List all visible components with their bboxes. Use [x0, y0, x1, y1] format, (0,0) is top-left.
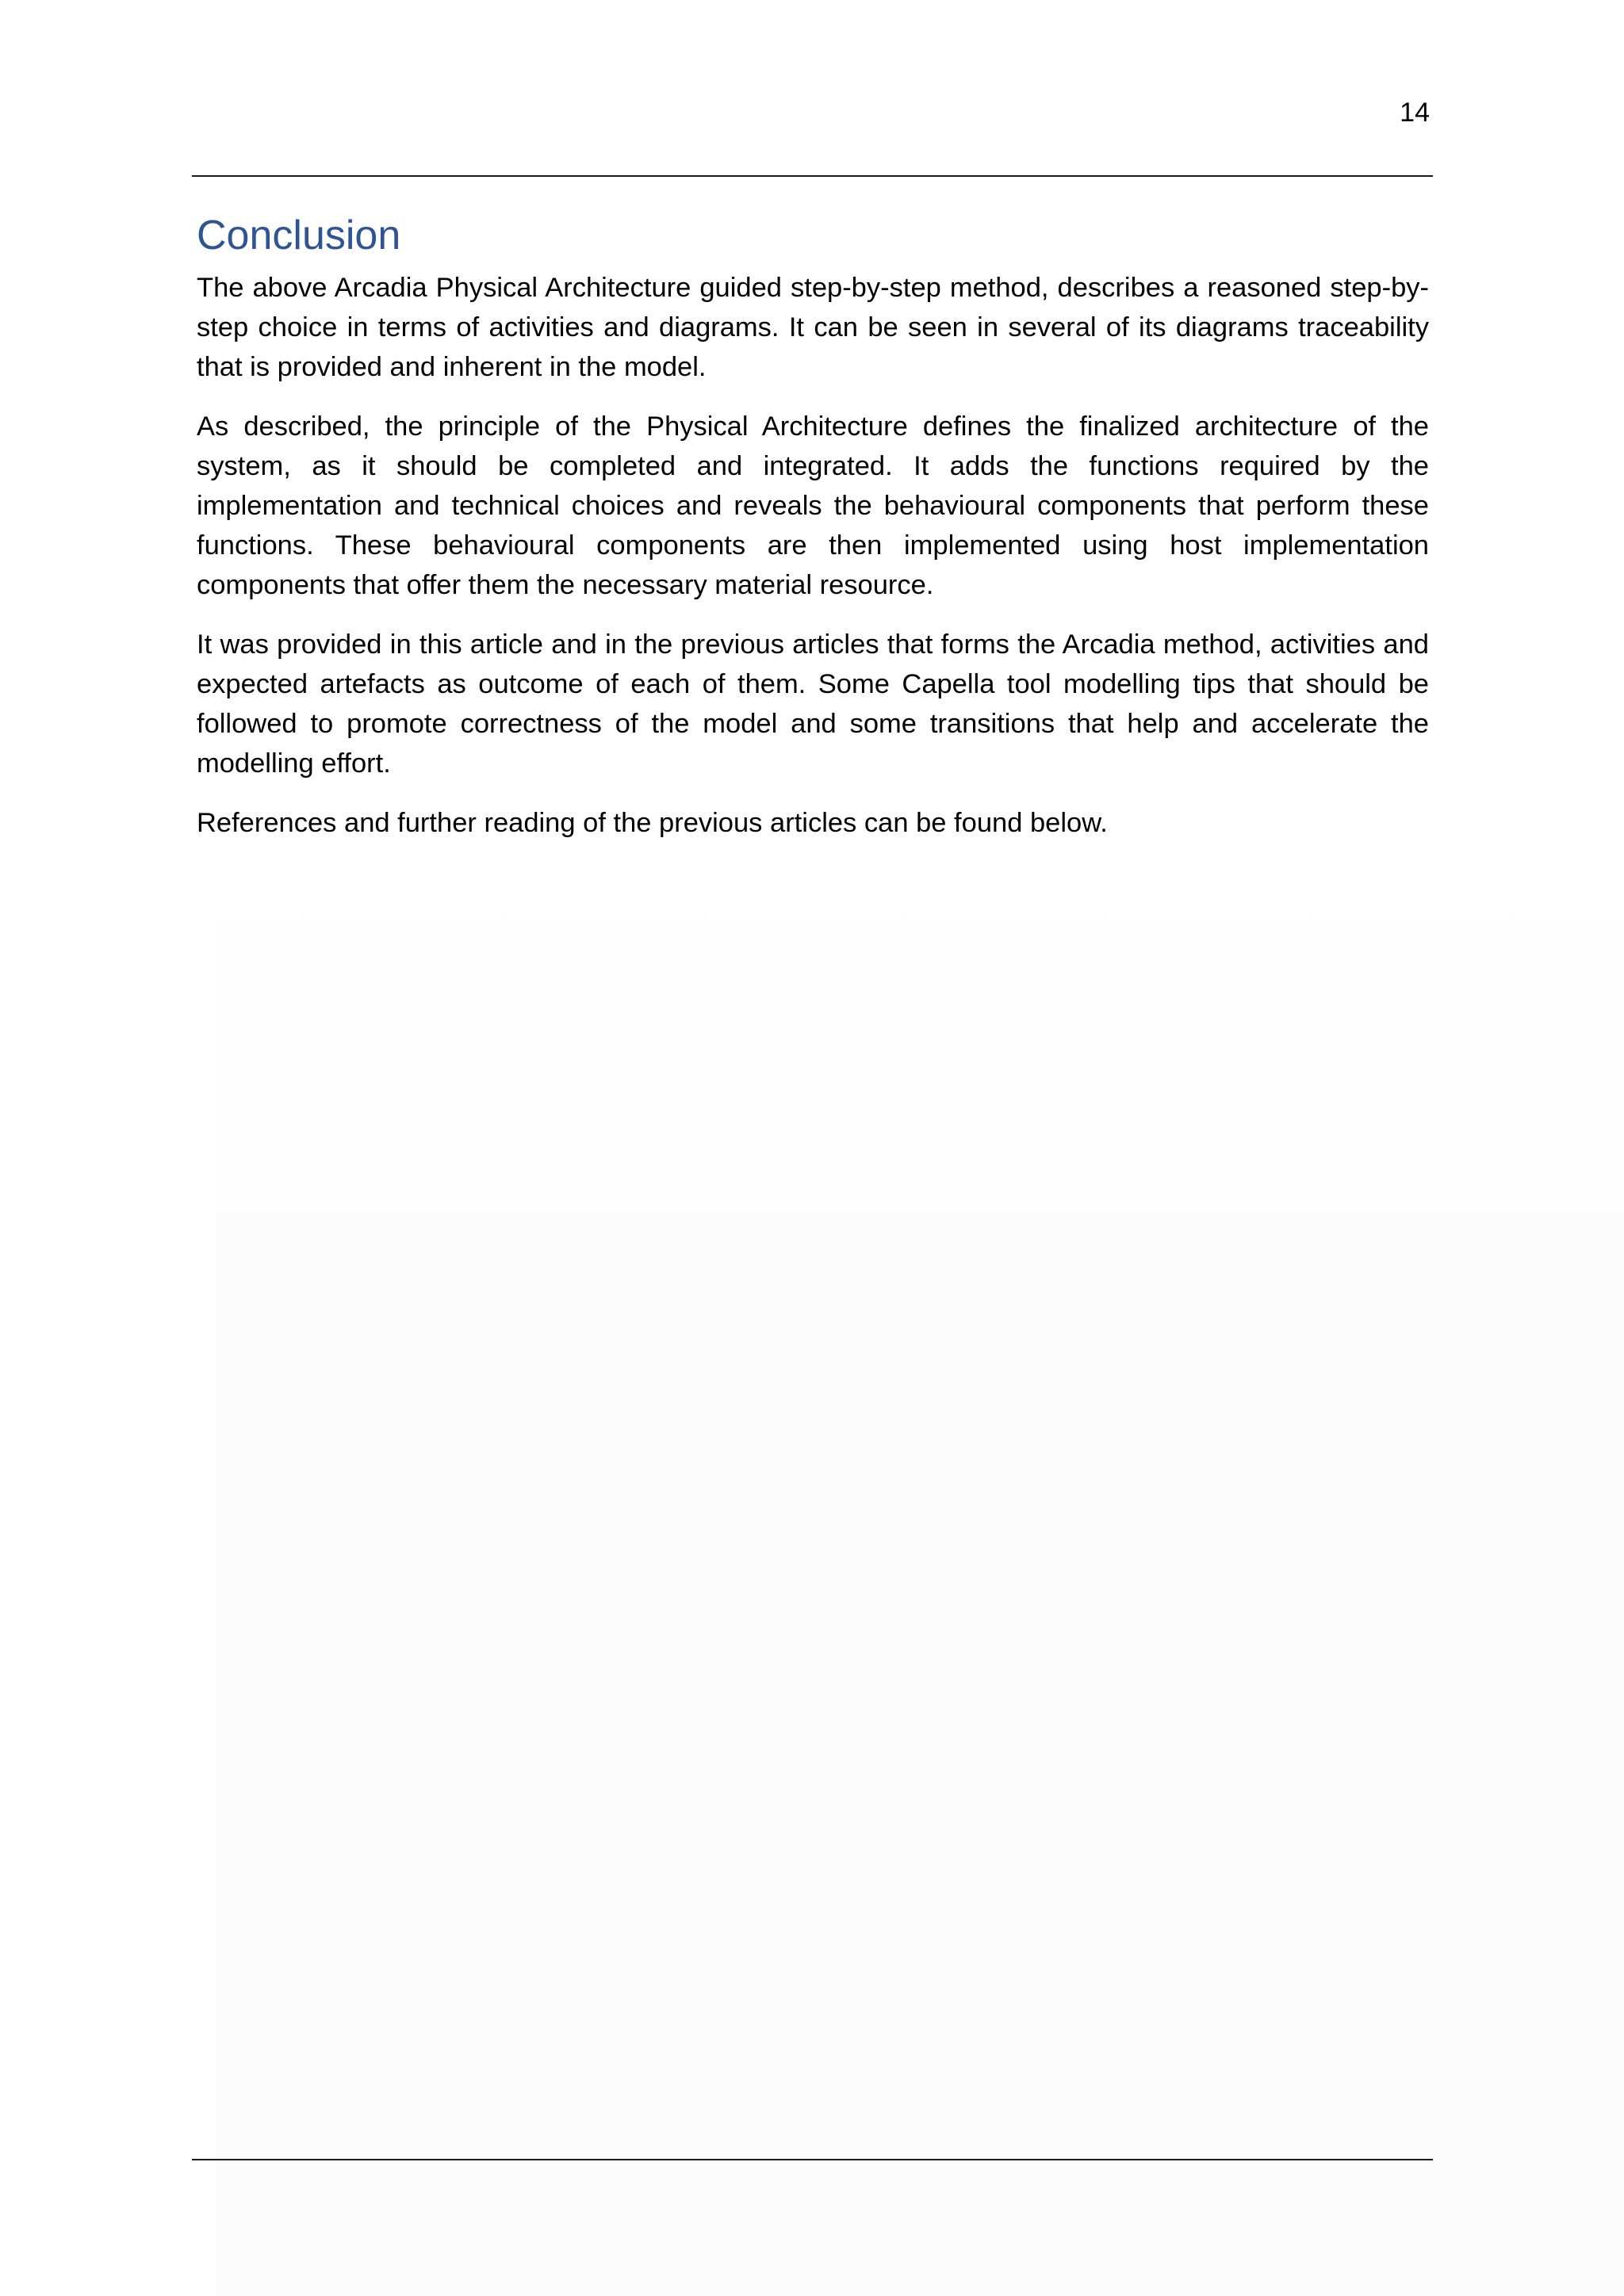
paragraph-3: It was provided in this article and in the previous articles that forms the Arcadia method, activities and expected artefacts as outcome of each of them. Some Capella tool modelling tips that should be followed to promote correctness of the model and some transitions that help and accelerate the modelling effort.: [197, 629, 1429, 779]
page-number: 14: [1400, 98, 1430, 128]
paragraph-1: The above Arcadia Physical Architecture guided step-by-step method, describes a reasoned step-by-step choice in terms of activities and diagrams. It can be seen in several of its diagrams traceability that is provided and inherent in the model.: [197, 273, 1429, 382]
footer-rule: [192, 2159, 1433, 2160]
paragraph-4: References and further reading of the previous articles can be found below.: [197, 808, 1108, 838]
paragraph-2: As described, the principle of the Physical Architecture defines the finalized architecture of the system, as it should be completed and integrated. It adds the functions required by the implementation and technical choices and reveals the behavioural components that perform these functions. These behavioural components are then implemented using host implementation components that offer them the necessary material resource.: [197, 411, 1429, 600]
page-background-shade: [216, 856, 1624, 2296]
main-content: [197, 208, 1429, 863]
section-heading: Conclusion: [197, 212, 401, 258]
header-rule: [192, 175, 1433, 177]
